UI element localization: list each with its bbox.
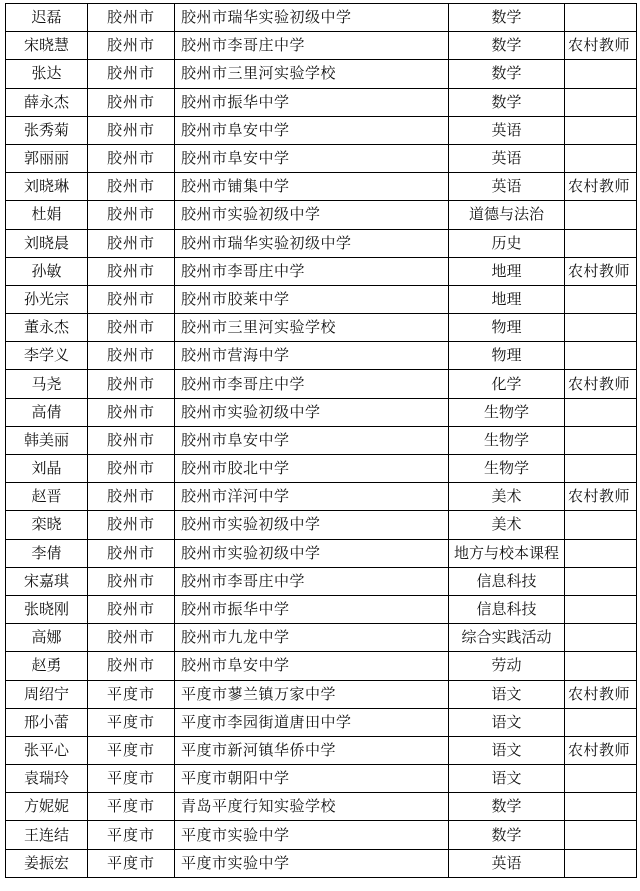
subject-cell: 数学 [449, 4, 565, 32]
subject-cell: 英语 [449, 116, 565, 144]
city-cell: 平度市 [88, 736, 175, 764]
table-row [6, 4, 637, 32]
subject-cell: 物理 [449, 342, 565, 370]
table-row [6, 229, 637, 257]
subject-cell: 劳动 [449, 652, 565, 680]
table-row [6, 370, 637, 398]
subject-cell: 化学 [449, 370, 565, 398]
teacher-name-cell: 王连结 [6, 821, 88, 849]
note-cell: 农村教师 [565, 257, 637, 285]
table-row [6, 652, 637, 680]
subject-cell: 信息科技 [449, 567, 565, 595]
teacher-name-cell: 栾晓 [6, 511, 88, 539]
teacher-name-cell: 孙光宗 [6, 285, 88, 313]
school-cell: 胶州市李哥庄中学 [175, 370, 449, 398]
teacher-name-cell: 迟磊 [6, 4, 88, 32]
note-cell: 农村教师 [565, 483, 637, 511]
teacher-name-cell: 张晓刚 [6, 595, 88, 623]
city-cell: 胶州市 [88, 285, 175, 313]
subject-cell: 美术 [449, 511, 565, 539]
note-cell: 农村教师 [565, 680, 637, 708]
school-cell: 胶州市胶北中学 [175, 455, 449, 483]
subject-cell: 生物学 [449, 398, 565, 426]
table-row [6, 398, 637, 426]
teacher-name-cell: 张达 [6, 60, 88, 88]
teacher-name-cell: 周绍宁 [6, 680, 88, 708]
teacher-name-cell: 刘晶 [6, 455, 88, 483]
teacher-name-cell: 李学义 [6, 342, 88, 370]
table-row [6, 257, 637, 285]
note-cell [565, 849, 637, 877]
school-cell: 平度市实验中学 [175, 821, 449, 849]
school-cell: 胶州市胶莱中学 [175, 285, 449, 313]
note-cell [565, 455, 637, 483]
note-cell [565, 426, 637, 454]
table-row [6, 511, 637, 539]
subject-cell: 数学 [449, 32, 565, 60]
city-cell: 胶州市 [88, 398, 175, 426]
teacher-name-cell: 韩美丽 [6, 426, 88, 454]
school-cell: 平度市实验中学 [175, 849, 449, 877]
school-cell: 胶州市李哥庄中学 [175, 567, 449, 595]
city-cell: 胶州市 [88, 624, 175, 652]
teacher-name-cell: 薛永杰 [6, 88, 88, 116]
table-row [6, 32, 637, 60]
school-cell: 胶州市李哥庄中学 [175, 257, 449, 285]
note-cell [565, 708, 637, 736]
city-cell: 胶州市 [88, 426, 175, 454]
teacher-name-cell: 郭丽丽 [6, 144, 88, 172]
city-cell: 平度市 [88, 680, 175, 708]
table-row [6, 88, 637, 116]
table-row [6, 595, 637, 623]
city-cell: 胶州市 [88, 539, 175, 567]
teacher-name-cell: 赵晋 [6, 483, 88, 511]
teacher-name-cell: 刘晓晨 [6, 229, 88, 257]
subject-cell: 英语 [449, 849, 565, 877]
teacher-name-cell: 邢小蕾 [6, 708, 88, 736]
city-cell: 胶州市 [88, 173, 175, 201]
note-cell [565, 793, 637, 821]
teacher-name-cell: 董永杰 [6, 314, 88, 342]
school-cell: 胶州市李哥庄中学 [175, 32, 449, 60]
subject-cell: 地方与校本课程 [449, 539, 565, 567]
subject-cell: 道德与法治 [449, 201, 565, 229]
teacher-name-cell: 刘晓琳 [6, 173, 88, 201]
city-cell: 平度市 [88, 793, 175, 821]
city-cell: 平度市 [88, 849, 175, 877]
subject-cell: 物理 [449, 314, 565, 342]
city-cell: 胶州市 [88, 32, 175, 60]
note-cell: 农村教师 [565, 173, 637, 201]
school-cell: 胶州市实验初级中学 [175, 511, 449, 539]
city-cell: 胶州市 [88, 229, 175, 257]
city-cell: 胶州市 [88, 257, 175, 285]
table-row [6, 426, 637, 454]
school-cell: 胶州市瑞华实验初级中学 [175, 4, 449, 32]
table-row [6, 567, 637, 595]
note-cell [565, 567, 637, 595]
school-cell: 胶州市实验初级中学 [175, 201, 449, 229]
school-cell: 平度市新河镇华侨中学 [175, 736, 449, 764]
teacher-name-cell: 孙敏 [6, 257, 88, 285]
subject-cell: 数学 [449, 821, 565, 849]
subject-cell: 地理 [449, 285, 565, 313]
table-row [6, 144, 637, 172]
subject-cell: 语文 [449, 680, 565, 708]
subject-cell: 语文 [449, 708, 565, 736]
city-cell: 胶州市 [88, 652, 175, 680]
note-cell [565, 398, 637, 426]
table-row [6, 680, 637, 708]
school-cell: 青岛平度行知实验学校 [175, 793, 449, 821]
school-cell: 胶州市洋河中学 [175, 483, 449, 511]
subject-cell: 数学 [449, 60, 565, 88]
subject-cell: 信息科技 [449, 595, 565, 623]
note-cell [565, 511, 637, 539]
teacher-name-cell: 马尧 [6, 370, 88, 398]
city-cell: 胶州市 [88, 370, 175, 398]
note-cell [565, 229, 637, 257]
note-cell [565, 765, 637, 793]
teacher-name-cell: 高娜 [6, 624, 88, 652]
note-cell [565, 285, 637, 313]
table-row [6, 455, 637, 483]
school-cell: 胶州市振华中学 [175, 595, 449, 623]
teacher-name-cell: 李倩 [6, 539, 88, 567]
school-cell: 胶州市三里河实验学校 [175, 314, 449, 342]
school-cell: 胶州市实验初级中学 [175, 539, 449, 567]
note-cell [565, 342, 637, 370]
table-row [6, 60, 637, 88]
note-cell: 农村教师 [565, 32, 637, 60]
city-cell: 胶州市 [88, 4, 175, 32]
city-cell: 胶州市 [88, 314, 175, 342]
table-row [6, 342, 637, 370]
city-cell: 胶州市 [88, 567, 175, 595]
subject-cell: 数学 [449, 88, 565, 116]
subject-cell: 生物学 [449, 455, 565, 483]
school-cell: 胶州市瑞华实验初级中学 [175, 229, 449, 257]
table-row [6, 793, 637, 821]
subject-cell: 英语 [449, 173, 565, 201]
table-row [6, 116, 637, 144]
city-cell: 平度市 [88, 765, 175, 793]
school-cell: 胶州市阜安中学 [175, 652, 449, 680]
table-row [6, 765, 637, 793]
table-row [6, 849, 637, 877]
teacher-name-cell: 姜振宏 [6, 849, 88, 877]
city-cell: 胶州市 [88, 511, 175, 539]
school-cell: 平度市李园街道唐田中学 [175, 708, 449, 736]
subject-cell: 地理 [449, 257, 565, 285]
school-cell: 胶州市振华中学 [175, 88, 449, 116]
note-cell [565, 314, 637, 342]
note-cell [565, 60, 637, 88]
subject-cell: 历史 [449, 229, 565, 257]
city-cell: 胶州市 [88, 116, 175, 144]
table-row [6, 539, 637, 567]
school-cell: 胶州市九龙中学 [175, 624, 449, 652]
note-cell [565, 4, 637, 32]
teacher-name-cell: 杜娟 [6, 201, 88, 229]
city-cell: 平度市 [88, 821, 175, 849]
city-cell: 胶州市 [88, 455, 175, 483]
note-cell: 农村教师 [565, 736, 637, 764]
table-body [6, 4, 637, 878]
school-cell: 胶州市阜安中学 [175, 116, 449, 144]
city-cell: 胶州市 [88, 201, 175, 229]
table-row [6, 285, 637, 313]
school-cell: 平度市蓼兰镇万家中学 [175, 680, 449, 708]
note-cell: 农村教师 [565, 370, 637, 398]
subject-cell: 数学 [449, 793, 565, 821]
school-cell: 胶州市铺集中学 [175, 173, 449, 201]
subject-cell: 生物学 [449, 426, 565, 454]
school-cell: 胶州市三里河实验学校 [175, 60, 449, 88]
subject-cell: 美术 [449, 483, 565, 511]
teacher-list-table [5, 3, 637, 878]
note-cell [565, 595, 637, 623]
school-cell: 胶州市实验初级中学 [175, 398, 449, 426]
city-cell: 胶州市 [88, 595, 175, 623]
city-cell: 胶州市 [88, 60, 175, 88]
note-cell [565, 116, 637, 144]
table-row [6, 821, 637, 849]
note-cell [565, 88, 637, 116]
school-cell: 胶州市阜安中学 [175, 144, 449, 172]
teacher-name-cell: 高倩 [6, 398, 88, 426]
note-cell [565, 539, 637, 567]
city-cell: 胶州市 [88, 483, 175, 511]
teacher-name-cell: 宋晓慧 [6, 32, 88, 60]
table-row [6, 201, 637, 229]
table-row [6, 483, 637, 511]
school-cell: 胶州市阜安中学 [175, 426, 449, 454]
city-cell: 胶州市 [88, 342, 175, 370]
table-row [6, 736, 637, 764]
subject-cell: 综合实践活动 [449, 624, 565, 652]
subject-cell: 语文 [449, 765, 565, 793]
table-row [6, 314, 637, 342]
teacher-name-cell: 袁瑞玲 [6, 765, 88, 793]
note-cell [565, 652, 637, 680]
city-cell: 平度市 [88, 708, 175, 736]
teacher-name-cell: 宋嘉琪 [6, 567, 88, 595]
note-cell [565, 144, 637, 172]
note-cell [565, 201, 637, 229]
table-row [6, 173, 637, 201]
subject-cell: 语文 [449, 736, 565, 764]
table-row [6, 708, 637, 736]
teacher-name-cell: 方妮妮 [6, 793, 88, 821]
teacher-name-cell: 张平心 [6, 736, 88, 764]
subject-cell: 英语 [449, 144, 565, 172]
table-row [6, 624, 637, 652]
teacher-name-cell: 赵勇 [6, 652, 88, 680]
city-cell: 胶州市 [88, 144, 175, 172]
teacher-name-cell: 张秀菊 [6, 116, 88, 144]
city-cell: 胶州市 [88, 88, 175, 116]
note-cell [565, 624, 637, 652]
school-cell: 平度市朝阳中学 [175, 765, 449, 793]
note-cell [565, 821, 637, 849]
school-cell: 胶州市营海中学 [175, 342, 449, 370]
